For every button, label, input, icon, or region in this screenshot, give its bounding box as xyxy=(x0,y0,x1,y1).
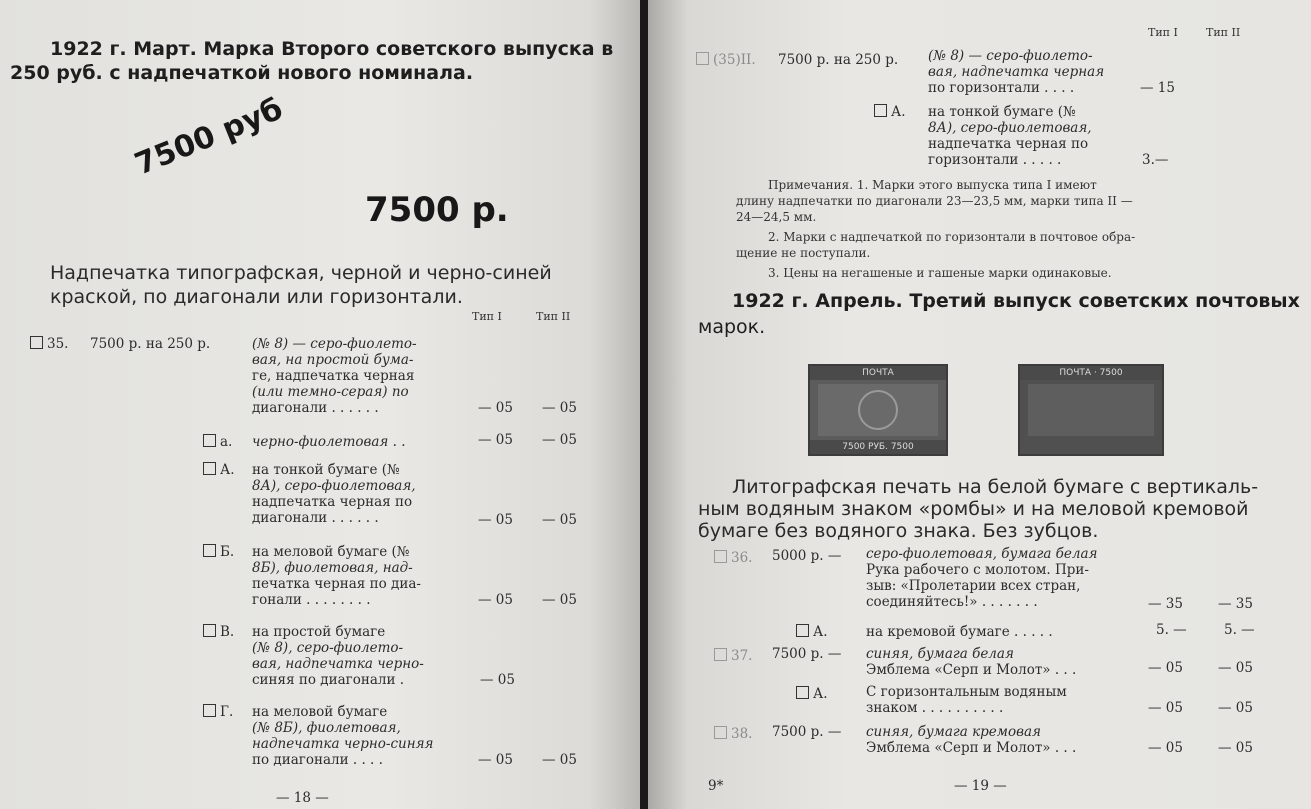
catalog-entry-35 xyxy=(30,336,68,352)
entry-denomination: 7500 р. — xyxy=(772,646,842,662)
price-type2: — 05 xyxy=(1218,700,1253,716)
checkbox[interactable] xyxy=(796,624,809,637)
left-col-header-type2: Тип II xyxy=(536,310,571,323)
entry-description: на меловой бумаге (№ 8Б), фиолетовая, над- печатка черная по диа- гонали . . . . . . . . xyxy=(252,544,421,608)
catalog-entry-V: В. xyxy=(203,624,234,640)
price-type2: — 35 xyxy=(1218,596,1253,612)
note-line-2: длину надпечатки по диагонали 23—23,5 мм, марки типа II — xyxy=(736,194,1133,208)
left-page-number: — 18 — xyxy=(276,790,329,806)
price-type1: — 05 xyxy=(478,752,513,768)
stamp-bottom-text: 7500 РУБ. 7500 xyxy=(810,440,946,454)
catalog-entry-A: А. xyxy=(796,686,828,702)
price-type2: 5. — xyxy=(1224,622,1255,638)
overprint-diagonal-sample: 7500 руб xyxy=(130,91,288,183)
signature-mark: 9* xyxy=(708,778,724,794)
entry-description: серо-фиолетовая, бумага белая Рука рабочего с молотом. При- зыв: «Пролетарии всех стран, соединяйтесь!» . . . . . . . xyxy=(866,546,1098,610)
catalog-entry-A: А. xyxy=(796,624,828,640)
entry-denomination: 7500 р. на 250 р. xyxy=(778,52,899,68)
price-type1: — 35 xyxy=(1148,596,1183,612)
entry-description: (№ 8) — серо-фиолето- вая, на простой бума- ге, надпечатка черная (или темно-серая) по диагонали . . . . . . xyxy=(252,336,417,416)
entry-description: синяя, бумага кремовая Эмблема «Серп и Молот» . . . xyxy=(866,724,1077,756)
right-col-header-type2: Тип II xyxy=(1206,26,1241,39)
entry-description: на тонкой бумаге (№ 8А), серо-фиолетовая, надпечатка черная по горизонтали . . . . . xyxy=(928,104,1092,168)
right-title-line2: марок. xyxy=(698,316,766,338)
entry-denomination: 5000 р. — xyxy=(772,548,842,564)
right-title-line1: 1922 г. Апрель. Третий выпуск советских почтовых xyxy=(732,290,1300,312)
checkbox[interactable] xyxy=(714,648,727,661)
price-type1: — 05 xyxy=(1148,700,1183,716)
note-line-4: 2. Марки с надпечаткой по горизонтали в почтовое обра- xyxy=(768,230,1136,244)
checkbox[interactable] xyxy=(203,704,216,717)
price-type1: — 05 xyxy=(478,400,513,416)
stamp-image-5000 xyxy=(808,364,948,456)
entry-description: на меловой бумаге (№ 8Б), фиолетовая, надпечатка черно-синяя по диагонали . . . . xyxy=(252,704,434,768)
note-line-6: 3. Цены на негашеные и гашеные марки одинаковые. xyxy=(768,266,1112,280)
left-title-line2: 250 руб. с надпечаткой нового номинала. xyxy=(10,62,474,84)
catalog-entry-36: 36. xyxy=(714,550,752,566)
stamp-top-text: ПОЧТА xyxy=(810,366,946,380)
catalog-entry-B: Б. xyxy=(203,544,234,560)
checkbox[interactable] xyxy=(696,52,709,65)
left-title-line1: 1922 г. Март. Марка Второго советского выпуска в xyxy=(50,38,614,60)
overprint-horizontal-sample: 7500 р. xyxy=(365,190,509,230)
entry-denomination: 7500 р. — xyxy=(772,724,842,740)
note-line-3: 24—24,5 мм. xyxy=(736,210,817,224)
checkbox[interactable] xyxy=(874,104,887,117)
checkbox[interactable] xyxy=(714,726,727,739)
left-page xyxy=(0,0,640,809)
price-type1: — 05 xyxy=(478,512,513,528)
checkbox[interactable] xyxy=(203,624,216,637)
entry-number: 35. xyxy=(47,336,69,352)
entry-description: синяя, бумага белая Эмблема «Серп и Молот» . . . xyxy=(866,646,1077,678)
note-line-1: Примечания. 1. Марки этого выпуска типа I имеют xyxy=(768,178,1097,192)
right-col-header-type1: Тип I xyxy=(1148,26,1178,39)
entry-description: (№ 8) — серо-фиолето- вая, надпечатка черная по горизонтали . . . . xyxy=(928,48,1105,96)
left-section-line1: Надпечатка типографская, черной и черно-синей xyxy=(50,262,552,284)
price-type1: 5. — xyxy=(1156,622,1187,638)
right-page-number: — 19 — xyxy=(954,778,1007,794)
price-type2: — 05 xyxy=(542,512,577,528)
right-section-line1: Литографская печать на белой бумаге с вертикаль- xyxy=(732,476,1259,498)
catalog-entry-G: Г. xyxy=(203,704,233,720)
note-line-5: щение не поступали. xyxy=(736,246,871,260)
stamp-image-7500 xyxy=(1018,364,1164,456)
right-section-line2: ным водяным знаком «ромбы» и на меловой кремовой xyxy=(698,498,1249,520)
price-type1: — 05 xyxy=(480,672,515,688)
entry-description: С горизонтальным водяным знаком . . . . . . . . . . xyxy=(866,684,1067,716)
price-type1: — 15 xyxy=(1140,80,1175,96)
price-type1: — 05 xyxy=(1148,740,1183,756)
emblem-icon xyxy=(858,390,898,430)
price-type2: — 05 xyxy=(542,752,577,768)
left-section-line2: краской, по диагонали или горизонтали. xyxy=(50,286,463,308)
catalog-entry-37: 37. xyxy=(714,648,752,664)
right-section-line3: бумаге без водяного знака. Без зубцов. xyxy=(698,520,1099,542)
checkbox[interactable] xyxy=(203,434,216,447)
left-col-header-type1: Тип I xyxy=(472,310,502,323)
catalog-entry-38: 38. xyxy=(714,726,752,742)
entry-description: на тонкой бумаге (№ 8А), серо-фиолетовая, надпечатка черная по диагонали . . . . . . xyxy=(252,462,416,526)
catalog-entry-35-II: (35)II. xyxy=(696,52,756,68)
price-type1: — 05 xyxy=(478,432,513,448)
price-type1: 3.— xyxy=(1142,152,1169,168)
checkbox[interactable] xyxy=(203,462,216,475)
right-page xyxy=(648,0,1311,809)
price-type2: — 05 xyxy=(542,432,577,448)
price-type2: — 05 xyxy=(1218,660,1253,676)
catalog-entry-A: А. xyxy=(203,462,235,478)
entry-description: черно-фиолетовая . . xyxy=(252,434,406,450)
checkbox[interactable] xyxy=(30,336,43,349)
checkbox[interactable] xyxy=(203,544,216,557)
price-type1: — 05 xyxy=(478,592,513,608)
checkbox[interactable] xyxy=(796,686,809,699)
price-type2: — 05 xyxy=(1218,740,1253,756)
entry-description: на кремовой бумаге . . . . . xyxy=(866,624,1053,640)
catalog-entry-a: а. xyxy=(203,434,232,450)
price-type2: — 05 xyxy=(542,400,577,416)
stamp-top-text: ПОЧТА · 7500 xyxy=(1020,366,1162,380)
entry-description: на простой бумаге (№ 8), серо-фиолето- вая, надпечатка черно- синяя по диагонали . xyxy=(252,624,424,688)
entry-denomination: 7500 р. на 250 р. xyxy=(90,336,211,352)
checkbox[interactable] xyxy=(714,550,727,563)
catalog-entry-A: А. xyxy=(874,104,906,120)
price-type1: — 05 xyxy=(1148,660,1183,676)
price-type2: — 05 xyxy=(542,592,577,608)
